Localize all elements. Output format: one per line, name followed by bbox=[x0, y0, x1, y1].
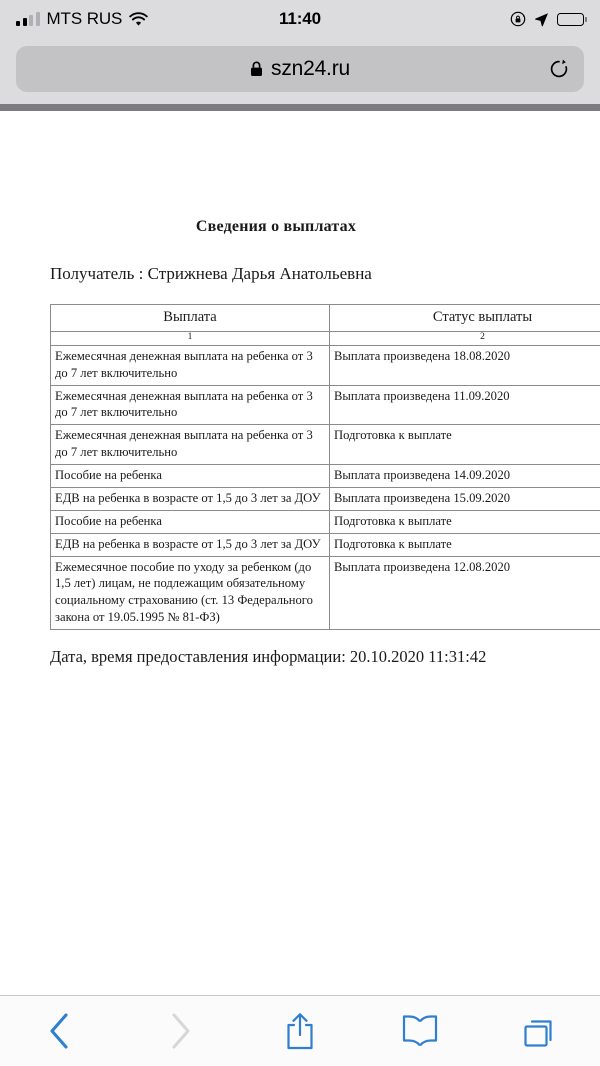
cell-status: Выплата произведена 15.09.2020 bbox=[330, 487, 600, 510]
address-bar[interactable] bbox=[16, 46, 584, 92]
payments-table bbox=[50, 304, 600, 630]
cell-payment: Пособие на ребенка bbox=[51, 510, 330, 533]
table-row bbox=[51, 345, 600, 385]
cell-payment: ЕДВ на ребенка в возрасте от 1,5 до 3 лет за ДОУ bbox=[51, 533, 330, 556]
back-button[interactable] bbox=[0, 996, 120, 1066]
recipient-line: Получатель : Стрижнева Дарья Анатольевна bbox=[50, 264, 372, 283]
bookmarks-button[interactable] bbox=[360, 996, 480, 1066]
table-row bbox=[51, 385, 600, 425]
cell-payment: ЕДВ на ребенка в возрасте от 1,5 до 3 лет за ДОУ bbox=[51, 487, 330, 510]
signal-bars-icon bbox=[16, 12, 40, 26]
share-button[interactable] bbox=[240, 996, 360, 1066]
document-footer-timestamp: Дата, время предоставления информации: 20.10.2020 11:31:42 bbox=[50, 647, 487, 667]
tabs-button[interactable] bbox=[480, 996, 600, 1066]
reload-icon[interactable] bbox=[548, 58, 570, 80]
table-row bbox=[51, 510, 600, 533]
page-viewport[interactable] bbox=[0, 111, 600, 995]
status-bar bbox=[0, 0, 600, 38]
cell-status: Подготовка к выплате bbox=[330, 510, 600, 533]
lock-icon bbox=[250, 61, 263, 77]
rotation-lock-icon bbox=[510, 11, 526, 27]
cell-status: Выплата произведена 18.08.2020 bbox=[330, 345, 600, 385]
table-column-number-row bbox=[51, 332, 600, 345]
cell-payment: Ежемесячная денежная выплата на ребенка от 3 до 7 лет включительно bbox=[51, 345, 330, 385]
cell-status: Подготовка к выплате bbox=[330, 425, 600, 465]
payments-document bbox=[0, 218, 600, 667]
chrome-divider bbox=[0, 104, 600, 111]
column-header-payment: Выплата bbox=[51, 305, 330, 332]
cell-status: Выплата произведена 11.09.2020 bbox=[330, 385, 600, 425]
status-bar-left bbox=[16, 9, 148, 29]
cell-payment: Ежемесячная денежная выплата на ребенка от 3 до 7 лет включительно bbox=[51, 385, 330, 425]
cell-status: Выплата произведена 14.09.2020 bbox=[330, 465, 600, 488]
wifi-icon bbox=[129, 12, 148, 27]
column-header-status: Статус выплаты bbox=[330, 305, 600, 332]
table-row bbox=[51, 465, 600, 488]
book-icon bbox=[400, 1012, 440, 1050]
table-row bbox=[51, 533, 600, 556]
browser-chrome bbox=[0, 0, 600, 111]
share-icon bbox=[283, 1010, 317, 1052]
table-header-row bbox=[51, 305, 600, 332]
location-arrow-icon bbox=[534, 12, 549, 27]
forward-button[interactable] bbox=[120, 996, 240, 1066]
status-bar-clock: 11:40 bbox=[278, 9, 322, 28]
tabs-icon bbox=[521, 1012, 559, 1050]
status-bar-right bbox=[510, 11, 584, 27]
battery-icon bbox=[557, 13, 584, 26]
cell-status: Подготовка к выплате bbox=[330, 533, 600, 556]
payments-table-head bbox=[51, 305, 600, 346]
url-row bbox=[0, 38, 600, 100]
browser-bottom-toolbar bbox=[0, 995, 600, 1066]
url-text: szn24.ru bbox=[271, 57, 350, 80]
chevron-right-icon bbox=[167, 1011, 193, 1051]
table-row bbox=[51, 425, 600, 465]
cell-status: Выплата произведена 12.08.2020 bbox=[330, 556, 600, 630]
cell-payment: Пособие на ребенка bbox=[51, 465, 330, 488]
payments-table-body bbox=[51, 345, 600, 629]
carrier-label: MTS RUS bbox=[46, 9, 123, 28]
column-number-1: 1 bbox=[51, 332, 330, 345]
column-number-2: 2 bbox=[330, 332, 600, 345]
cell-payment: Ежемесячное пособие по уходу за ребенком (до 1,5 лет) лицам, не подлежащим обязательному социальному страхованию (ст. 13 Федерального закона от 19.05.1995 № 81-ФЗ) bbox=[51, 556, 330, 630]
cell-payment: Ежемесячная денежная выплата на ребенка от 3 до 7 лет включительно bbox=[51, 425, 330, 465]
table-row bbox=[51, 487, 600, 510]
page-title: Сведения о выплатах bbox=[195, 218, 357, 235]
table-row bbox=[51, 556, 600, 630]
chevron-left-icon bbox=[47, 1011, 73, 1051]
address-bar-content bbox=[250, 57, 350, 81]
